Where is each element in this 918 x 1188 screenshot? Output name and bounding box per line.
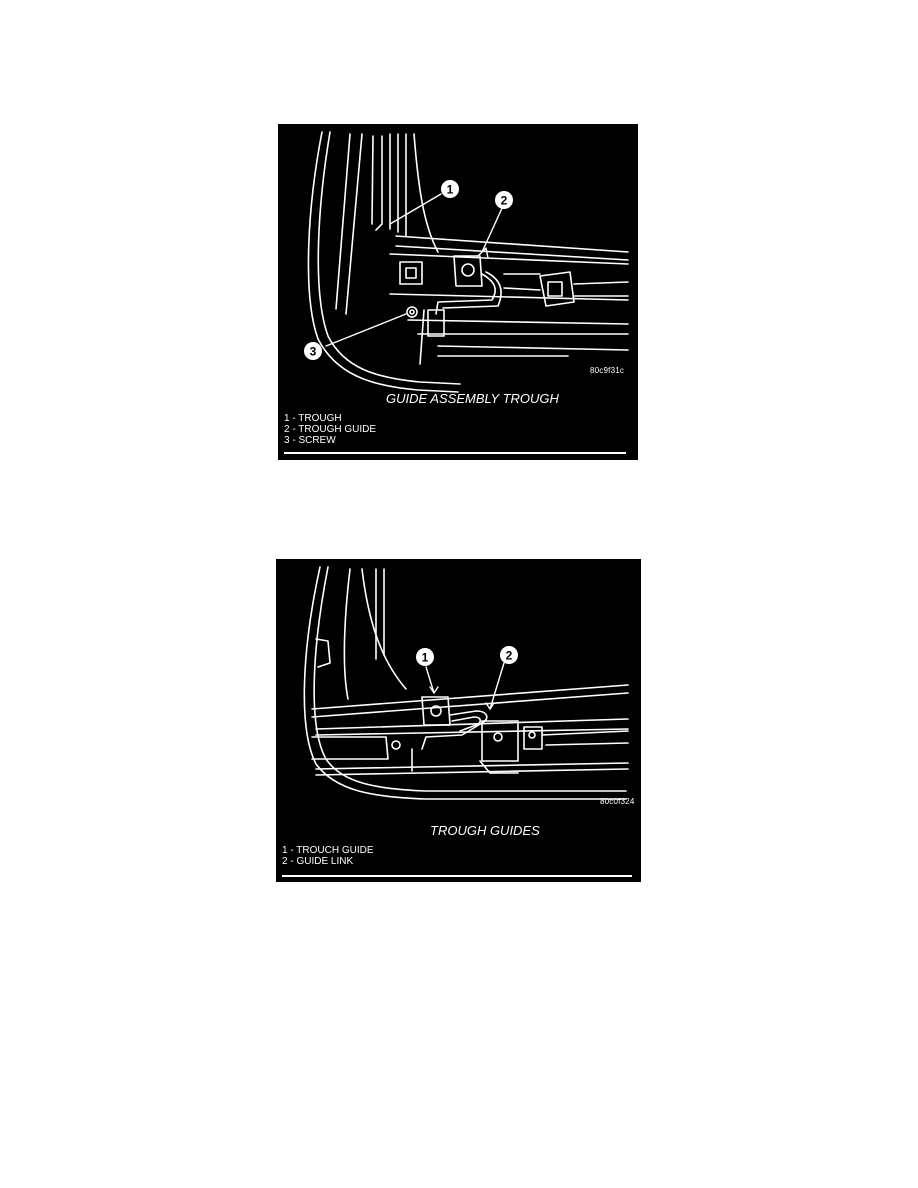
- svg-text:2: 2: [505, 648, 513, 663]
- callout-1: [416, 648, 434, 666]
- callouts: [278, 124, 638, 460]
- callout-1: [441, 180, 459, 198]
- callout-2: [500, 646, 518, 664]
- legend-item: 2 - GUIDE LINK: [282, 856, 354, 867]
- svg-text:2: 2: [500, 193, 508, 208]
- figure-legend: [284, 413, 376, 446]
- bottom-rule: [282, 875, 632, 877]
- figure-legend: [282, 845, 374, 867]
- svg-text:1: 1: [421, 650, 429, 665]
- callout-3: [304, 342, 322, 360]
- figure-code: 80c0f324: [600, 797, 635, 806]
- legend-item: 2 - TROUGH GUIDE: [284, 424, 377, 435]
- legend-item: 1 - TROUCH GUIDE: [282, 845, 374, 856]
- figure-title: GUIDE ASSEMBLY TROUGH: [386, 391, 559, 406]
- bottom-rule: [284, 452, 626, 454]
- legend-item: 3 - SCREW: [284, 435, 336, 446]
- callout-2: [495, 191, 513, 209]
- svg-text:1: 1: [446, 182, 454, 197]
- figure-trough-guides: [276, 559, 641, 882]
- figure-code: 80c9f31c: [590, 366, 625, 375]
- figure-guide-assembly-trough: [278, 124, 638, 460]
- svg-text:3: 3: [309, 344, 317, 359]
- legend-item: 1 - TROUGH: [284, 413, 342, 424]
- figure-title: TROUGH GUIDES: [430, 823, 540, 838]
